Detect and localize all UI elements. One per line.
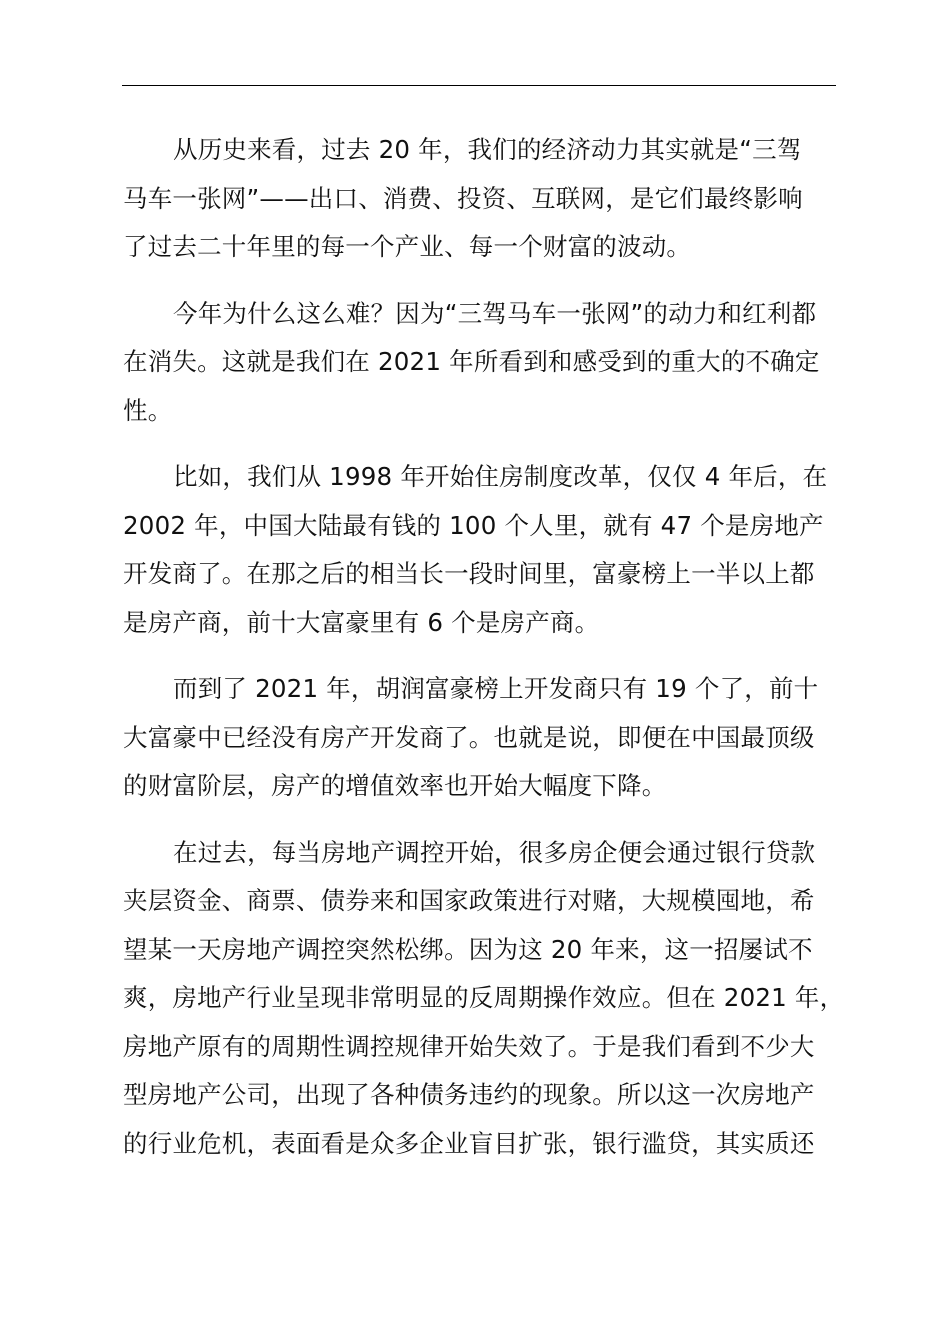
paragraph [123,665,841,811]
text-line: 爽，房地产行业呈现非常明显的反周期操作效应。但在 2021 年， [123,983,845,1012]
text-line: 型房地产公司，出现了各种债务违约的现象。所以这一次房地产 [123,1080,815,1109]
paragraph [123,829,845,1169]
text-line: 开发商了。在那之后的相当长一段时间里，富豪榜上一半以上都 [123,559,815,588]
paragraph [123,453,841,647]
paragraph [123,290,841,436]
text-line: 大富豪中已经没有房产开发商了。也就是说，即便在中国最顶级 [123,722,815,752]
text-line: 2002 年，中国大陆最有钱的 100 个人里，就有 47 个是房地产 [123,510,824,540]
text-line: 在消失。这就是我们在 2021 年所看到和感受到的重大的不确定 [123,347,820,376]
text-line: 今年为什么这么难？因为“三驾马车一张网”的动力和红利都 [173,298,817,328]
text-line: 是房产商，前十大富豪里有 6 个是房产商。 [123,607,600,637]
text-line: 望某一天房地产调控突然松绑。因为这 20 年来，这一招屡试不 [123,934,813,964]
text-line: 从历史来看，过去 20 年，我们的经济动力其实就是“三驾 [173,135,802,164]
text-line: 性。 [123,395,173,425]
text-line: 马车一张网”——出口、消费、投资、互联网，是它们最终影响 [123,183,803,213]
text-line: 夹层资金、商票、债券来和国家政策进行对赌，大规模囤地，希 [123,886,815,915]
document-body [123,126,845,1186]
paragraph [123,126,841,272]
text-line: 了过去二十年里的每一个产业、每一个财富的波动。 [123,232,692,261]
text-line: 在过去，每当房地产调控开始，很多房企便会通过银行贷款 [173,837,816,867]
text-line: 比如，我们从 1998 年开始住房制度改革，仅仅 4 年后，在 [173,462,828,491]
text-line: 而到了 2021 年，胡润富豪榜上开发商只有 19 个了，前十 [173,674,819,703]
text-line: 房地产原有的周期性调控规律开始失效了。于是我们看到不少大 [123,1031,815,1061]
header-rule [122,85,836,86]
text-line: 的行业危机，表面看是众多企业盲目扩张，银行滥贷，其实质还 [123,1128,815,1158]
text-line: 的财富阶层，房产的增值效率也开始大幅度下降。 [123,771,667,800]
